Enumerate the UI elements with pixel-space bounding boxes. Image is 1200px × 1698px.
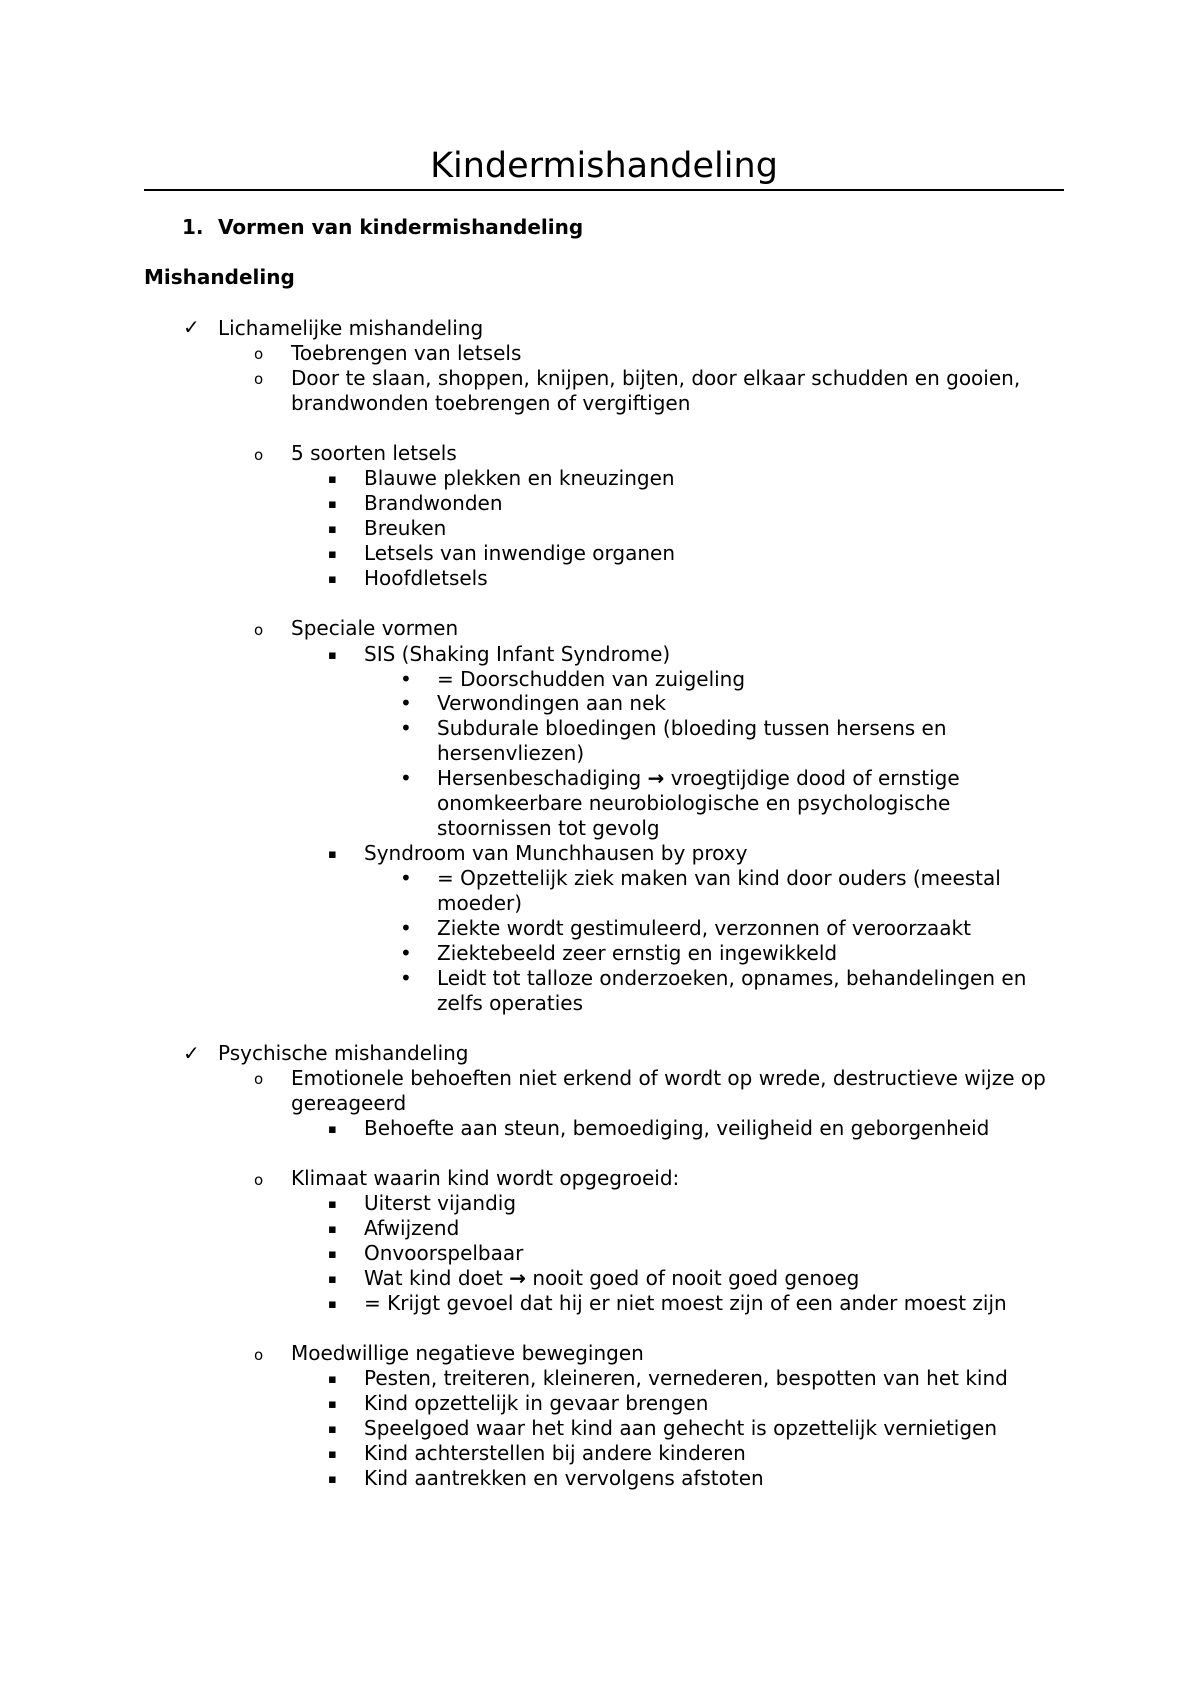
list-item: Ziekte wordt gestimuleerd, verzonnen of veroorzaakt xyxy=(437,916,971,940)
list-item: Hoofdletsels xyxy=(364,566,488,590)
list-item-continuation: onomkeerbare neurobiologische en psychologische xyxy=(437,791,951,815)
list-item: Letsels van inwendige organen xyxy=(364,541,676,565)
list-item: Door te slaan, shoppen, knijpen, bijten, door elkaar schudden en gooien, xyxy=(291,366,1021,390)
arrow-right-icon: → xyxy=(509,1266,527,1290)
list-item-continuation: moeder) xyxy=(437,891,523,915)
list-item: Ziektebeeld zeer ernstig en ingewikkeld xyxy=(437,941,838,965)
square-bullet-icon: ▪ xyxy=(328,547,337,562)
list-item: Kind opzettelijk in gevaar brengen xyxy=(364,1391,709,1415)
list-item: Toebrengen van letsels xyxy=(291,341,522,365)
square-bullet-icon: ▪ xyxy=(328,1397,337,1412)
list-item: SIS (Shaking Infant Syndrome) xyxy=(364,642,671,666)
list-item-continuation: stoornissen tot gevolg xyxy=(437,816,660,840)
square-bullet-icon: ▪ xyxy=(328,847,337,862)
circle-bullet-icon: o xyxy=(254,621,264,639)
list-item: = Doorschudden van zuigeling xyxy=(437,667,746,691)
list-item-text: Wat kind doet xyxy=(364,1266,503,1290)
dot-bullet-icon: • xyxy=(400,766,412,790)
square-bullet-icon: ▪ xyxy=(328,648,337,663)
square-bullet-icon: ▪ xyxy=(328,1122,337,1137)
dot-bullet-icon: • xyxy=(400,916,412,940)
list-item: Psychische mishandeling xyxy=(218,1041,469,1065)
list-item: Klimaat waarin kind wordt opgegroeid: xyxy=(291,1166,680,1190)
list-item: Moedwillige negatieve bewegingen xyxy=(291,1341,644,1365)
circle-bullet-icon: o xyxy=(254,446,264,464)
dot-bullet-icon: • xyxy=(400,966,412,990)
square-bullet-icon: ▪ xyxy=(328,522,337,537)
square-bullet-icon: ▪ xyxy=(328,1447,337,1462)
square-bullet-icon: ▪ xyxy=(328,472,337,487)
list-item: Leidt tot talloze onderzoeken, opnames, behandelingen en xyxy=(437,966,1027,990)
list-item: Behoefte aan steun, bemoediging, veiligheid en geborgenheid xyxy=(364,1116,990,1140)
list-item: Speciale vormen xyxy=(291,616,459,640)
list-item: Onvoorspelbaar xyxy=(364,1241,524,1265)
list-item-continuation: hersenvliezen) xyxy=(437,741,585,765)
list-item-text: Hersenbeschadiging xyxy=(437,766,642,790)
section-title: Vormen van kindermishandeling xyxy=(218,215,584,239)
circle-bullet-icon: o xyxy=(254,345,264,363)
list-item: Afwijzend xyxy=(364,1216,460,1240)
list-item: Lichamelijke mishandeling xyxy=(218,316,484,340)
list-item-continuation: brandwonden toebrengen of vergiftigen xyxy=(291,391,691,415)
list-item-text: vroegtijdige dood of ernstige xyxy=(670,766,960,790)
square-bullet-icon: ▪ xyxy=(328,1272,337,1287)
list-item: 5 soorten letsels xyxy=(291,441,457,465)
list-item: Subdurale bloedingen (bloeding tussen hersens en xyxy=(437,716,947,740)
section-number: 1. xyxy=(182,215,204,239)
dot-bullet-icon: • xyxy=(400,941,412,965)
check-bullet-icon: ✓ xyxy=(183,1041,200,1065)
list-item: Blauwe plekken en kneuzingen xyxy=(364,466,675,490)
list-item: Speelgoed waar het kind aan gehecht is opzettelijk vernietigen xyxy=(364,1416,998,1440)
list-item: Breuken xyxy=(364,516,447,540)
square-bullet-icon: ▪ xyxy=(328,1372,337,1387)
arrow-right-icon: → xyxy=(647,766,665,790)
circle-bullet-icon: o xyxy=(254,370,264,388)
list-item: Kind achterstellen bij andere kinderen xyxy=(364,1441,746,1465)
list-item xyxy=(437,766,960,791)
dot-bullet-icon: • xyxy=(400,691,412,715)
dot-bullet-icon: • xyxy=(400,866,412,890)
dot-bullet-icon: • xyxy=(400,667,412,691)
circle-bullet-icon: o xyxy=(254,1346,264,1364)
list-item: Kind aantrekken en vervolgens afstoten xyxy=(364,1466,764,1490)
list-item-continuation: zelfs operaties xyxy=(437,991,584,1015)
subheading: Mishandeling xyxy=(144,265,295,289)
square-bullet-icon: ▪ xyxy=(328,1472,337,1487)
dot-bullet-icon: • xyxy=(400,716,412,740)
square-bullet-icon: ▪ xyxy=(328,1222,337,1237)
list-item: = Opzettelijk ziek maken van kind door ouders (meestal xyxy=(437,866,1001,890)
list-item: Uiterst vijandig xyxy=(364,1191,517,1215)
list-item-text: nooit goed of nooit goed genoeg xyxy=(532,1266,860,1290)
page-title: Kindermishandeling xyxy=(430,146,778,186)
list-item-continuation: gereageerd xyxy=(291,1091,407,1115)
square-bullet-icon: ▪ xyxy=(328,1197,337,1212)
list-item: = Krijgt gevoel dat hij er niet moest zijn of een ander moest zijn xyxy=(364,1291,1007,1315)
circle-bullet-icon: o xyxy=(254,1070,264,1088)
list-item: Verwondingen aan nek xyxy=(437,691,666,715)
square-bullet-icon: ▪ xyxy=(328,1422,337,1437)
square-bullet-icon: ▪ xyxy=(328,1247,337,1262)
list-item: Emotionele behoeften niet erkend of wordt op wrede, destructieve wijze op xyxy=(291,1066,1046,1090)
square-bullet-icon: ▪ xyxy=(328,497,337,512)
title-underline xyxy=(144,189,1064,191)
square-bullet-icon: ▪ xyxy=(328,1297,337,1312)
list-item xyxy=(364,1266,859,1291)
circle-bullet-icon: o xyxy=(254,1171,264,1189)
section-heading xyxy=(182,214,583,240)
list-item: Syndroom van Munchhausen by proxy xyxy=(364,841,748,865)
square-bullet-icon: ▪ xyxy=(328,572,337,587)
list-item: Brandwonden xyxy=(364,491,503,515)
list-item: Pesten, treiteren, kleineren, vernederen, bespotten van het kind xyxy=(364,1366,1008,1390)
check-bullet-icon: ✓ xyxy=(183,315,200,339)
